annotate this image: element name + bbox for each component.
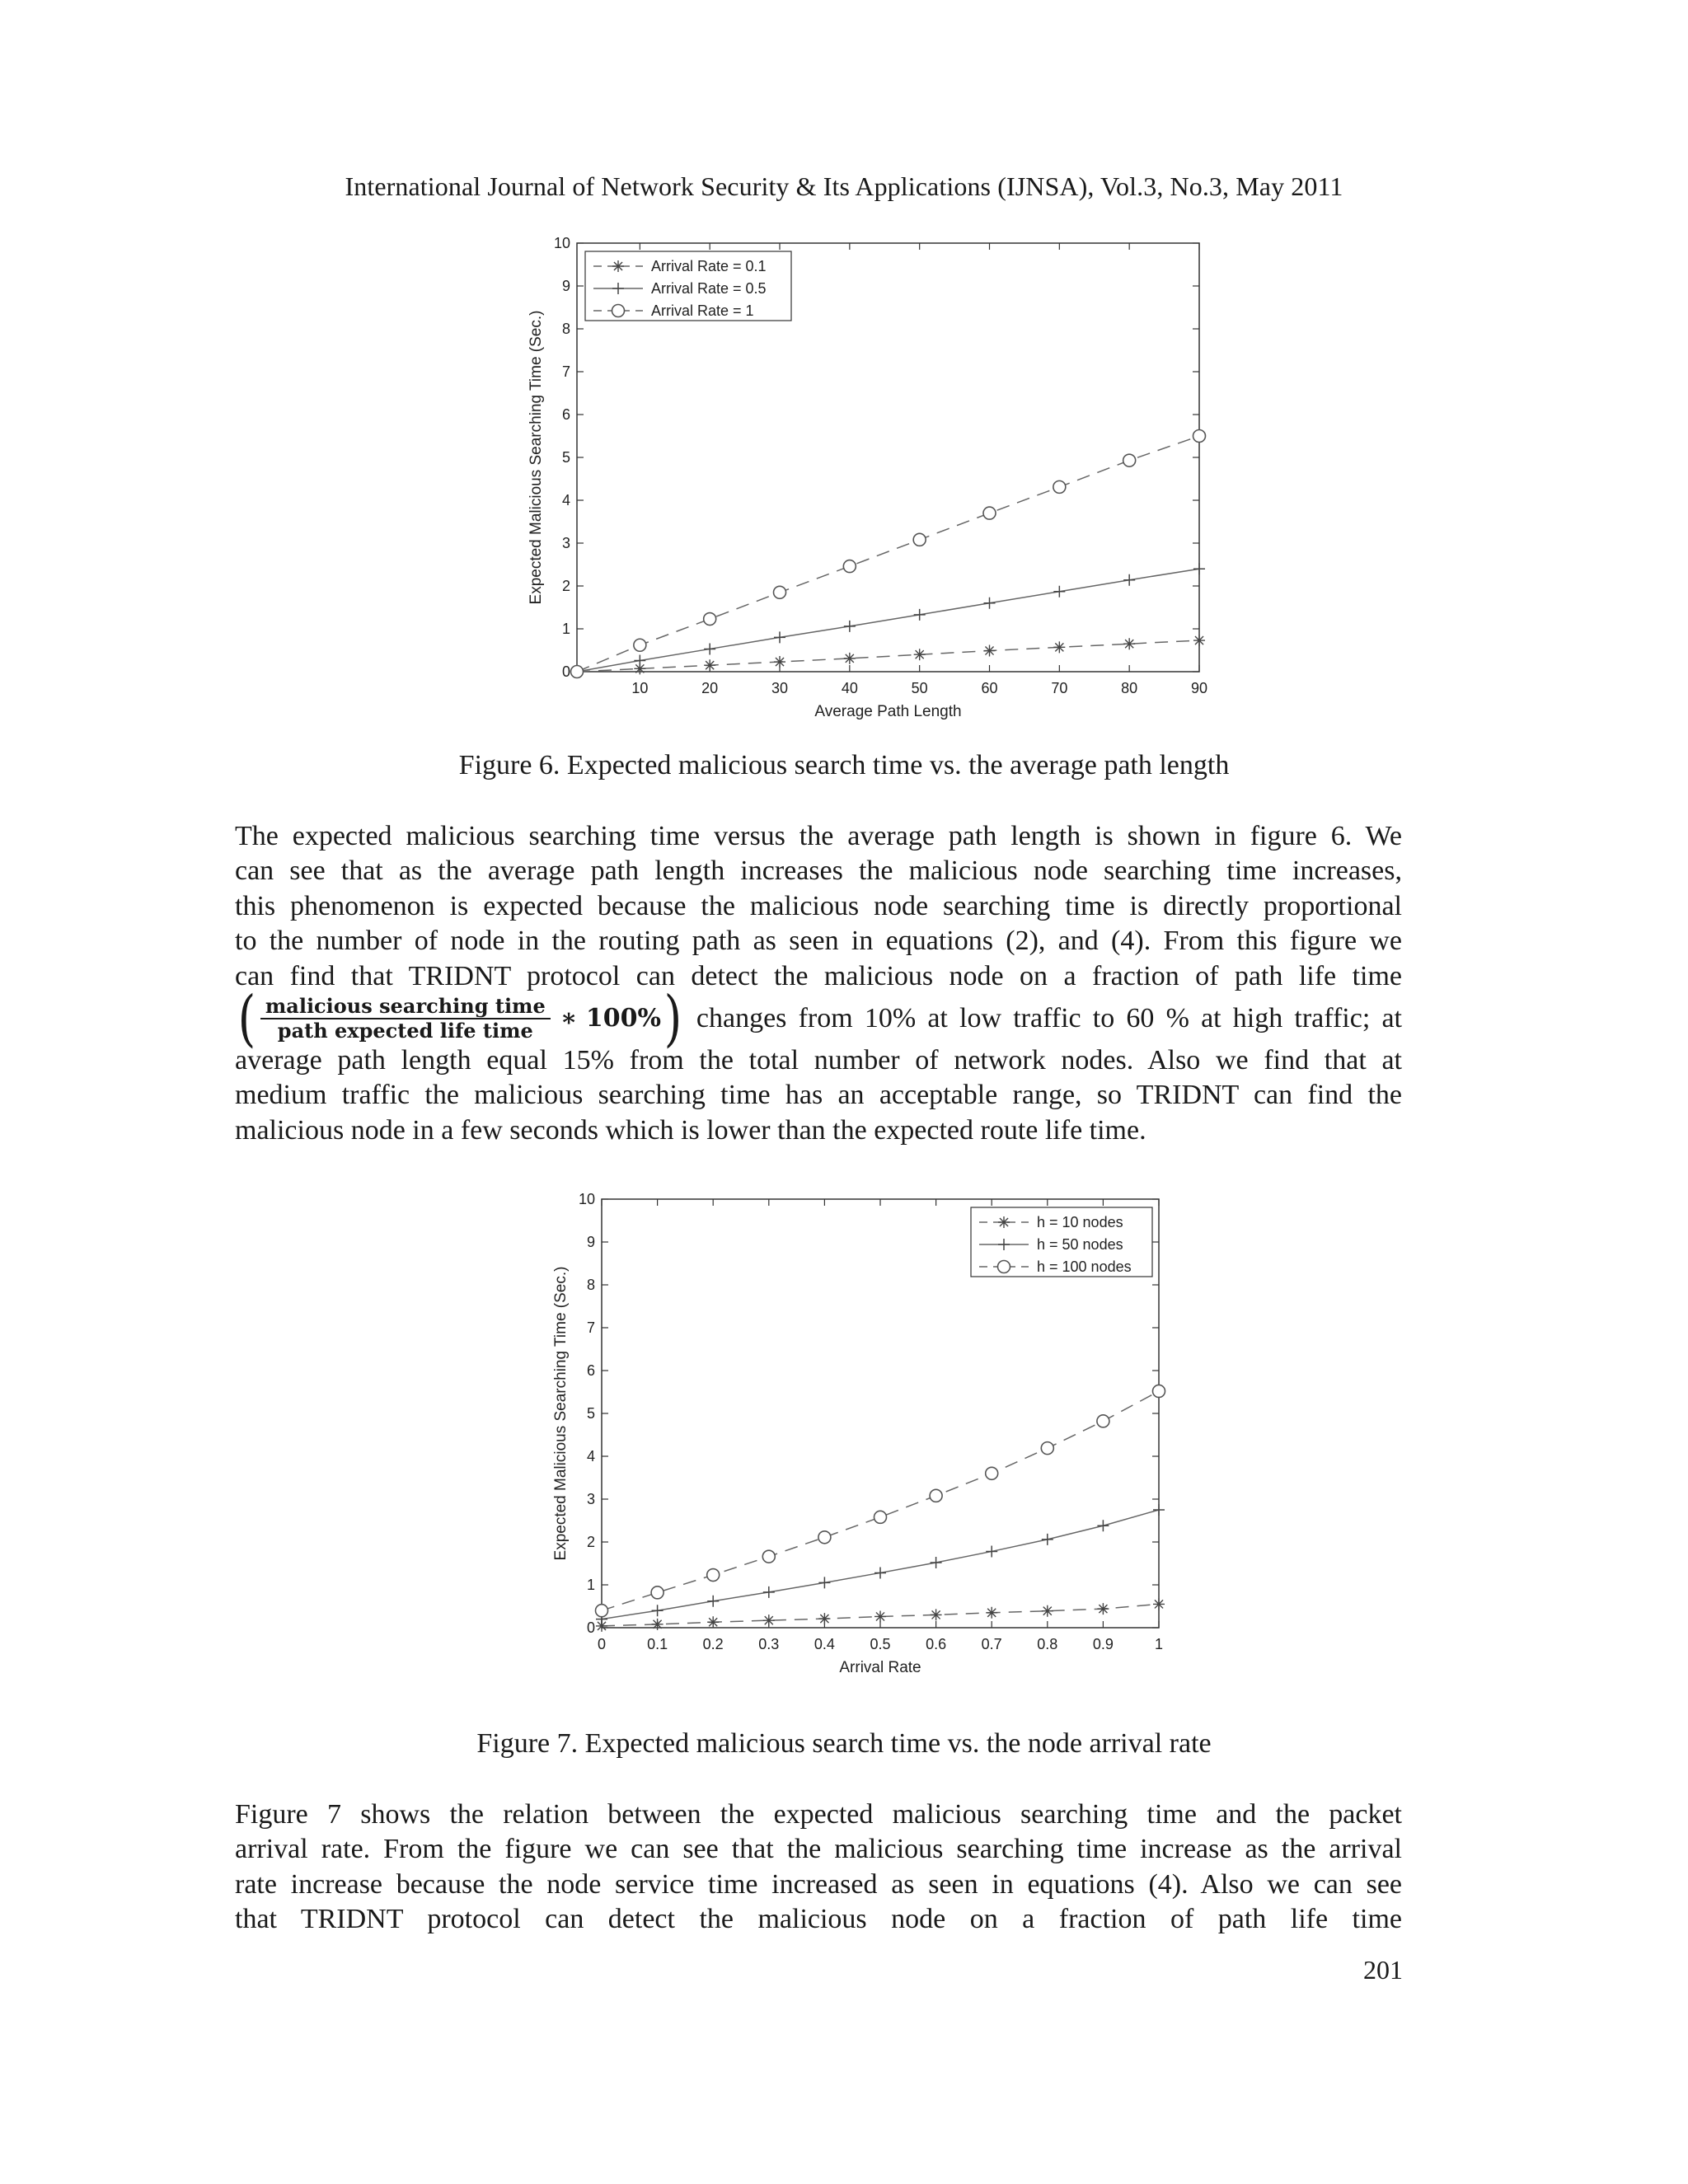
- formula-line: [235, 982, 1402, 1054]
- data-point: [818, 1531, 831, 1544]
- paragraph-1-line: to the number of node in the routing path as seen in equations (2), and (4). From this figure we: [235, 926, 1402, 957]
- x-tick-label: 0.8: [1037, 1636, 1058, 1652]
- data-point: [843, 560, 856, 573]
- y-tick-label: 1: [561, 621, 570, 637]
- data-point: [704, 613, 716, 626]
- x-tick-label: 0: [597, 1636, 607, 1652]
- data-point: [1193, 635, 1205, 646]
- x-tick-label: 0.2: [702, 1636, 724, 1652]
- y-tick-label: 8: [586, 1277, 595, 1293]
- x-tick-label: 50: [911, 680, 928, 696]
- y-tick-label: 0: [561, 663, 570, 680]
- paragraph-2-line: that TRIDNT protocol can detect the malicious node on a fraction of path life time: [235, 1904, 1402, 1935]
- data-point: [844, 653, 856, 664]
- paragraph-2-line: Figure 7 shows the relation between the expected malicious searching time and the packet: [235, 1799, 1402, 1830]
- x-tick-label: 0.5: [870, 1636, 891, 1652]
- data-point: [984, 645, 996, 657]
- x-axis-label: Arrival Rate: [839, 1659, 921, 1676]
- paragraph-1-line: can see that as the average path length increases the malicious node searching time increases,: [235, 855, 1402, 887]
- y-tick-label: 6: [561, 406, 570, 423]
- y-axis-label: Expected Malicious Searching Time (Sec.): [552, 1266, 570, 1561]
- y-tick-label: 4: [561, 492, 570, 509]
- legend-entry: Arrival Rate = 0.1: [651, 258, 767, 274]
- data-point: [874, 1610, 886, 1622]
- legend-marker: [612, 305, 625, 317]
- fraction: [259, 995, 552, 1043]
- paragraph-1-line: The expected malicious searching time versus the average path length is shown in figure 6. We: [235, 821, 1402, 851]
- data-point: [1041, 1442, 1053, 1455]
- paragraph-2-line: arrival rate. From the figure we can see that the malicious searching time increase as the arrival: [235, 1834, 1402, 1865]
- y-tick-label: 5: [561, 449, 570, 466]
- x-tick-label: 1: [1154, 1636, 1164, 1652]
- data-point: [1193, 430, 1206, 443]
- x-tick-label: 0.3: [758, 1636, 780, 1652]
- data-point: [652, 1619, 663, 1630]
- page-number: 201: [1363, 1955, 1403, 1985]
- formula-denominator: path expected life time: [277, 1018, 533, 1043]
- data-point: [930, 1489, 942, 1502]
- data-point: [1123, 638, 1135, 649]
- paragraph-2-line: rate increase because the node service time increased as seen in equations (4). Also we can see: [235, 1868, 1402, 1900]
- formula-line-text: changes from 10% at low traffic to 60 % at high traffic; at: [696, 1002, 1402, 1033]
- y-tick-label: 7: [561, 363, 570, 380]
- data-point: [704, 659, 715, 671]
- data-point: [983, 507, 996, 519]
- x-tick-label: 80: [1121, 680, 1138, 696]
- legend-marker: [612, 260, 624, 272]
- legend-entry: h = 50 nodes: [1037, 1236, 1123, 1253]
- x-tick-label: 0.6: [926, 1636, 947, 1652]
- data-point: [818, 1613, 830, 1624]
- y-tick-label: 0: [586, 1619, 595, 1636]
- x-tick-label: 70: [1051, 680, 1068, 696]
- data-point: [762, 1550, 775, 1563]
- y-tick-label: 8: [561, 321, 570, 337]
- figure-7: [536, 1187, 1195, 1690]
- figure-6-caption: Figure 6. Expected malicious search time vs. the average path length: [458, 750, 1230, 780]
- x-tick-label: 60: [981, 680, 998, 696]
- data-point: [1097, 1415, 1109, 1427]
- y-tick-label: 2: [561, 578, 570, 594]
- data-point: [763, 1615, 775, 1626]
- paragraph-2: [235, 1797, 1402, 1938]
- data-point: [707, 1616, 719, 1628]
- y-tick-label: 6: [586, 1362, 595, 1379]
- data-point: [1042, 1605, 1053, 1617]
- x-tick-label: 30: [771, 680, 789, 696]
- x-tick-label: 90: [1190, 680, 1208, 696]
- paragraph-1-line: average path length equal 15% from the total number of network nodes. Also we find that at: [235, 1044, 1402, 1076]
- paragraph-1-line: malicious node in a few seconds which is lower than the expected route life time.: [235, 1114, 1146, 1146]
- legend: [971, 1207, 1152, 1277]
- paragraph-1-line: this phenomenon is expected because the malicious node searching time is directly proportional: [235, 890, 1402, 921]
- fraction-formula: [235, 982, 685, 1054]
- legend: [585, 251, 791, 321]
- data-point: [774, 586, 786, 598]
- y-tick-label: 3: [586, 1491, 595, 1507]
- legend-marker: [998, 1261, 1010, 1273]
- x-tick-label: 0.4: [814, 1636, 835, 1652]
- y-axis-label: Expected Malicious Searching Time (Sec.): [528, 310, 545, 605]
- paragraph-1-line: can find that TRIDNT protocol can detect the malicious node on a fraction of path life time: [235, 960, 1402, 991]
- x-tick-label: 10: [631, 680, 649, 696]
- legend-entry: h = 10 nodes: [1037, 1214, 1123, 1230]
- formula-numerator: malicious searching time: [260, 995, 551, 1019]
- x-tick-label: 20: [701, 680, 719, 696]
- y-tick-label: 5: [586, 1405, 595, 1422]
- y-tick-label: 7: [586, 1319, 595, 1336]
- figure-7-chart: [536, 1187, 1195, 1690]
- data-point: [651, 1586, 663, 1599]
- paragraph-1-line: medium traffic the malicious searching time has an acceptable range, so TRIDNT can find the: [235, 1080, 1402, 1111]
- formula-tail: ∗ 100%: [560, 1003, 662, 1033]
- legend-entry: Arrival Rate = 0.5: [651, 280, 767, 297]
- y-tick-label: 10: [553, 235, 570, 251]
- data-point: [571, 666, 584, 678]
- y-tick-label: 10: [578, 1191, 595, 1207]
- x-tick-label: 40: [841, 680, 858, 696]
- data-point: [596, 1605, 608, 1617]
- y-tick-label: 9: [586, 1234, 595, 1250]
- paragraph-1: [235, 819, 1402, 1148]
- data-point: [1123, 454, 1136, 466]
- y-tick-label: 9: [561, 278, 570, 294]
- data-point: [1053, 480, 1066, 493]
- data-point: [874, 1511, 887, 1523]
- data-point: [986, 1467, 998, 1479]
- legend-entry: Arrival Rate = 1: [651, 302, 754, 319]
- figure-6-chart: [511, 231, 1208, 725]
- data-point: [707, 1569, 720, 1582]
- y-tick-label: 4: [586, 1448, 595, 1465]
- x-tick-label: 0.9: [1092, 1636, 1114, 1652]
- figure-6: [511, 231, 1208, 725]
- data-point: [1153, 1385, 1165, 1397]
- data-point: [913, 533, 926, 546]
- data-point: [1153, 1598, 1165, 1610]
- x-tick-label: 0.7: [981, 1636, 1002, 1652]
- data-point: [914, 649, 926, 660]
- legend-entry: h = 100 nodes: [1037, 1258, 1132, 1275]
- data-point: [774, 656, 785, 668]
- data-point: [1097, 1603, 1109, 1615]
- formula-close-paren: ): [663, 982, 682, 1054]
- y-tick-label: 2: [586, 1534, 595, 1550]
- figure-7-caption: Figure 7. Expected malicious search time vs. the node arrival rate: [476, 1728, 1212, 1759]
- legend-marker: [998, 1216, 1010, 1228]
- data-point: [634, 639, 646, 651]
- data-point: [986, 1607, 997, 1619]
- y-tick-label: 3: [561, 535, 570, 551]
- x-tick-label: 0.1: [647, 1636, 668, 1652]
- journal-header: International Journal of Network Security & Its Applications (IJNSA), Vol.3, No.3, May 2011: [345, 171, 1343, 201]
- data-point: [1053, 641, 1065, 653]
- y-tick-label: 1: [586, 1577, 595, 1593]
- formula-open-paren: (: [237, 982, 256, 1054]
- x-axis-label: Average Path Length: [814, 703, 962, 720]
- data-point: [931, 1609, 942, 1620]
